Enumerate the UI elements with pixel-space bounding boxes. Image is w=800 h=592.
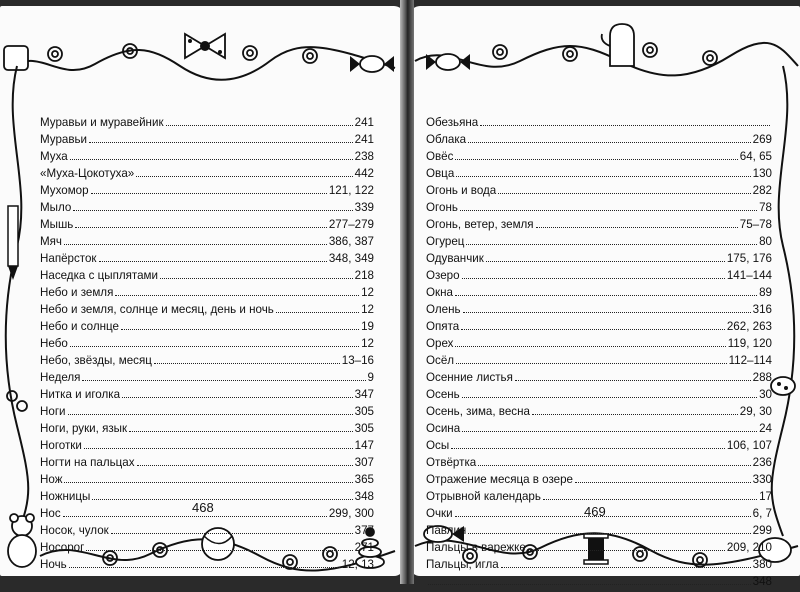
dot-leader (89, 142, 353, 143)
dot-leader (63, 516, 327, 517)
dot-leader (462, 431, 757, 432)
index-page-ref: 121, 122 (328, 184, 374, 197)
dot-leader (543, 499, 757, 500)
index-term: Орех (426, 337, 454, 350)
index-entry (426, 558, 772, 575)
dot-leader (160, 278, 353, 279)
index-page-ref: 64, 65 (739, 150, 772, 163)
dot-leader (166, 125, 353, 126)
index-entry (426, 320, 772, 337)
index-page-ref: 17 (759, 490, 772, 503)
index-term: Олень (426, 303, 461, 316)
index-page-ref: 348, 349 (328, 252, 374, 265)
index-entry (40, 371, 374, 388)
dot-leader (64, 482, 352, 483)
index-page-ref: 209, 210 (726, 541, 772, 554)
index-page-ref: 339 (354, 201, 374, 214)
index-entry (40, 473, 374, 490)
index-page-ref: 330 (752, 473, 772, 486)
dot-leader (82, 380, 365, 381)
index-page-ref: 277–279 (328, 218, 374, 231)
index-entry (40, 252, 374, 269)
dot-leader (70, 346, 359, 347)
index-entry (426, 218, 772, 235)
index-entry (40, 184, 374, 201)
index-term: Одуванчик (426, 252, 484, 265)
index-term: Мухомор (40, 184, 89, 197)
dot-leader (456, 363, 727, 364)
index-term: «Муха-Цокотуха» (40, 167, 135, 180)
index-entry (426, 252, 772, 269)
dot-leader (466, 244, 757, 245)
index-term: Ноготки (40, 439, 82, 452)
index-page-ref: 305 (354, 405, 374, 418)
index-term: Наседка с цыплятами (40, 269, 158, 282)
index-page-ref: 236 (752, 456, 772, 469)
dot-leader (480, 125, 770, 126)
dot-leader (486, 261, 725, 262)
index-term: Отрывной календарь (426, 490, 541, 503)
palette-icon (771, 377, 795, 395)
index-entry (40, 133, 374, 150)
index-page-ref: 175, 176 (726, 252, 772, 265)
index-entry (40, 303, 374, 320)
dot-leader (428, 584, 751, 585)
index-term: Ночь (40, 558, 67, 571)
index-page-ref: 299 (752, 524, 772, 537)
dot-leader (455, 295, 757, 296)
index-page-ref: 119, 120 (727, 337, 772, 350)
index-term: Очки (426, 507, 453, 520)
right-page (410, 6, 800, 588)
index-page-ref: 112–114 (728, 354, 772, 367)
index-entry (40, 201, 374, 218)
index-entry (40, 337, 374, 354)
dot-leader (463, 312, 751, 313)
index-page-ref: 380 (752, 558, 772, 571)
index-page-ref: 288 (752, 371, 772, 384)
index-entry (40, 235, 374, 252)
index-term: Огонь, ветер, земля (426, 218, 534, 231)
index-page-ref: 238 (354, 150, 374, 163)
index-entry (40, 167, 374, 184)
index-entry (426, 456, 772, 473)
index-page-ref: 12 (361, 286, 374, 299)
index-term: Носорог (40, 541, 85, 554)
index-entry (426, 388, 772, 405)
index-page-ref: 262, 263 (726, 320, 772, 333)
index-entry (40, 150, 374, 167)
index-term: Нитка и иголка (40, 388, 121, 401)
index-entry (40, 422, 374, 439)
dot-leader (154, 363, 340, 364)
index-term: Осень (426, 388, 460, 401)
index-term: Пальцы в варежке (426, 541, 526, 554)
index-entry (426, 354, 772, 371)
dot-leader (276, 312, 359, 313)
index-term: Осень, зима, весна (426, 405, 530, 418)
index-page-ref: 19 (361, 320, 374, 333)
index-entry (40, 286, 374, 303)
index-term: Мышь (40, 218, 74, 231)
index-term: Озеро (426, 269, 460, 282)
dot-leader (468, 142, 751, 143)
index-term: Овца (426, 167, 455, 180)
index-entry (426, 405, 772, 422)
top-border-ornament (0, 6, 404, 86)
index-term: Небо (40, 337, 68, 350)
index-term: Муравьи и муравейник (40, 116, 164, 129)
index-entry (426, 150, 772, 167)
dot-leader (86, 550, 352, 551)
index-page-ref: 386, 387 (328, 235, 374, 248)
dot-leader (73, 210, 352, 211)
dot-leader (92, 499, 352, 500)
index-entry (426, 541, 772, 558)
dot-leader (462, 278, 725, 279)
index-term: Небо и земля (40, 286, 114, 299)
dot-leader (478, 465, 750, 466)
index-term: Мяч (40, 235, 62, 248)
candy-icon (350, 56, 394, 72)
index-page-ref: 348 (752, 575, 772, 588)
pencil-icon (8, 206, 18, 280)
dot-leader (115, 295, 359, 296)
index-term: Небо и земля, солнце и месяц, день и ночь (40, 303, 274, 316)
index-entry (426, 201, 772, 218)
index-entry (426, 235, 772, 252)
index-entry (426, 184, 772, 201)
index-page-ref: 12 (361, 303, 374, 316)
index-term: Напёрсток (40, 252, 97, 265)
index-page-ref: 9 (367, 371, 374, 384)
index-entry (40, 320, 374, 337)
index-page-ref: 13–16 (341, 354, 374, 367)
index-term: Облака (426, 133, 467, 146)
index-term: Окна (426, 286, 453, 299)
dot-leader (129, 431, 353, 432)
bow-icon (185, 34, 225, 58)
index-entry (40, 541, 374, 558)
dot-leader (515, 380, 751, 381)
index-term: Небо и солнце (40, 320, 119, 333)
dot-leader (68, 414, 353, 415)
index-entry (40, 439, 374, 456)
index-page-ref: 130 (752, 167, 772, 180)
index-term: Ноги (40, 405, 66, 418)
index-page-ref: 347 (354, 388, 374, 401)
index-entry (40, 354, 374, 371)
dot-leader (528, 550, 725, 551)
index-term: Отражение месяца в озере (426, 473, 574, 486)
index-page-ref: 80 (759, 235, 772, 248)
left-page (0, 6, 404, 576)
index-entry (426, 286, 772, 303)
dot-leader (498, 193, 750, 194)
dot-leader (99, 261, 327, 262)
index-page-ref: 29, 30 (739, 405, 772, 418)
index-entry (40, 456, 374, 473)
index-page-ref: 218 (354, 269, 374, 282)
index-entry (426, 439, 772, 456)
index-entry (426, 524, 772, 541)
index-entry (426, 422, 772, 439)
dot-leader (91, 193, 327, 194)
index-term: Осы (426, 439, 450, 452)
dot-leader (69, 567, 340, 568)
dot-leader (121, 329, 359, 330)
dot-leader (460, 210, 757, 211)
dot-leader (137, 465, 353, 466)
index-term: Мыло (40, 201, 72, 214)
index-page-ref: 106, 107 (726, 439, 772, 452)
index-term: Огонь (426, 201, 458, 214)
dot-leader (536, 227, 738, 228)
index-term: Опята (426, 320, 460, 333)
index-term: Отвёртка (426, 456, 477, 469)
index-entry (40, 388, 374, 405)
index-page-ref: 75–78 (739, 218, 772, 231)
index-entry (426, 473, 772, 490)
index-term: Ноги, руки, язык (40, 422, 128, 435)
index-page-ref: 141–144 (726, 269, 772, 282)
dot-leader (455, 346, 725, 347)
index-entry (40, 218, 374, 235)
index-page-ref: 6, 7 (752, 507, 772, 520)
dot-leader (451, 448, 725, 449)
index-page-ref: 305 (354, 422, 374, 435)
index-entry (40, 558, 374, 575)
dot-leader (575, 482, 751, 483)
index-page-ref: 241 (354, 116, 374, 129)
dot-leader (111, 533, 353, 534)
index-term: Овёс (426, 150, 454, 163)
page-number: 468 (192, 500, 214, 515)
index-page-ref: 12, 13 (341, 558, 374, 571)
index-page-ref: 299, 300 (328, 507, 374, 520)
index-page-ref: 30 (759, 388, 772, 401)
dot-leader (75, 227, 327, 228)
top-border-ornament (410, 6, 800, 86)
index-term: Нож (40, 473, 63, 486)
index-term: Ногти на пальцах (40, 456, 135, 469)
index-entry (426, 337, 772, 354)
dot-leader (70, 159, 353, 160)
dot-leader (455, 159, 737, 160)
index-term: Небо, звёзды, месяц (40, 354, 152, 367)
index-term: Осёл (426, 354, 455, 367)
index-page-ref: 316 (752, 303, 772, 316)
index-entry (426, 371, 772, 388)
index-term: Носок, чулок (40, 524, 109, 537)
left-side-ornament (2, 66, 32, 536)
index-term: Павлин (426, 524, 467, 537)
index-entry (426, 167, 772, 184)
index-entry (426, 116, 772, 133)
index-term: Пальцы, игла (426, 558, 499, 571)
index-page-ref: 147 (354, 439, 374, 452)
index-term: Обезьяна (426, 116, 479, 129)
index-term: Муха (40, 150, 68, 163)
index-entry (426, 575, 772, 592)
dot-leader (456, 176, 750, 177)
index-page-ref: 377 (354, 524, 374, 537)
index-page-ref: 282 (752, 184, 772, 197)
index-term: Осенние листья (426, 371, 513, 384)
index-term: Нос (40, 507, 61, 520)
index-page-ref: 78 (759, 201, 772, 214)
index-entry (40, 269, 374, 286)
dot-leader (84, 448, 353, 449)
index-term: Неделя (40, 371, 81, 384)
index-page-ref: 348 (354, 490, 374, 503)
index-page-ref: 365 (354, 473, 374, 486)
index-page-ref: 269 (752, 133, 772, 146)
mitten-icon (602, 24, 634, 66)
index-page-ref: 24 (759, 422, 772, 435)
dot-leader (122, 397, 353, 398)
right-side-ornament (768, 66, 798, 536)
dot-leader (462, 397, 757, 398)
dot-leader (501, 567, 751, 568)
index-entry (426, 303, 772, 320)
dot-leader (532, 414, 738, 415)
dot-leader (461, 329, 725, 330)
index-page-ref: 89 (759, 286, 772, 299)
index-term: Осина (426, 422, 461, 435)
index-page-ref: 241 (354, 133, 374, 146)
dot-leader (64, 244, 327, 245)
teddy-bear-icon (8, 514, 36, 567)
book-gutter (400, 0, 414, 584)
index-entry (40, 116, 374, 133)
index-page-ref: 307 (354, 456, 374, 469)
index-page-ref: 442 (354, 167, 374, 180)
index-entry (426, 133, 772, 150)
index-entry (40, 524, 374, 541)
index-entry (426, 269, 772, 286)
index-entry (40, 405, 374, 422)
index-term: Ножницы (40, 490, 91, 503)
dot-leader (468, 533, 750, 534)
dot-leader (136, 176, 352, 177)
index-term: Огонь и вода (426, 184, 497, 197)
page-number: 469 (584, 504, 606, 519)
index-term: Огурец (426, 235, 465, 248)
index-term: Муравьи (40, 133, 88, 146)
index-list-right (426, 116, 772, 592)
index-page-ref: 271 (354, 541, 374, 554)
index-page-ref: 12 (361, 337, 374, 350)
